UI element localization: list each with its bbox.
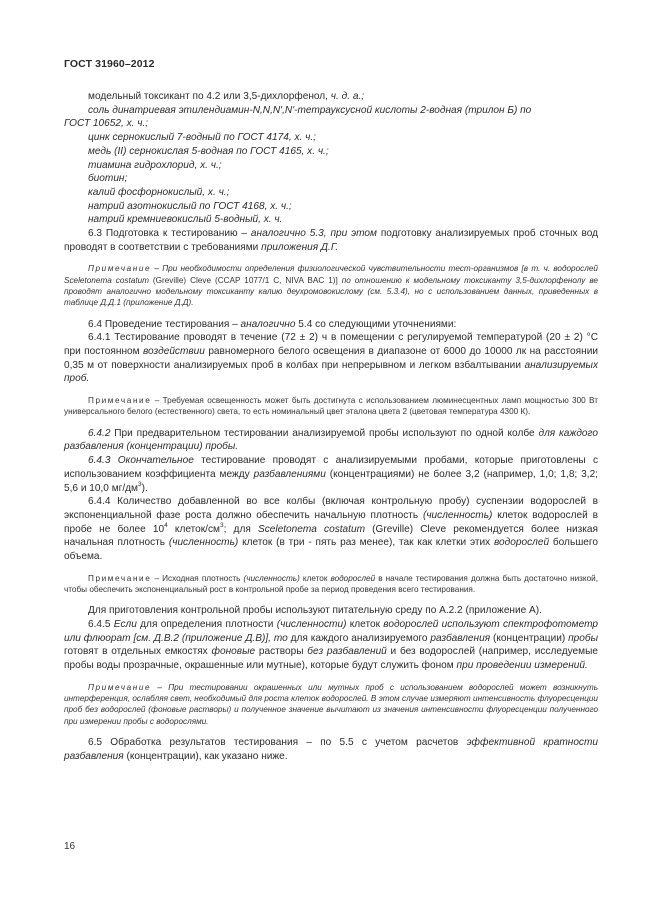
section-6-4-5: 6.4.5 Если для определения плотности (численности) клеток водорослей используют спектрофотометр или флюорат [см. Д.В.2 (приложение Д.В)], то для каждого анализируемого разбавления (концентрации) пробы готовят в отдельных емкостях фоновые растворы без разбавлений и без водорослей (например, исследуемые пробы воды прозрачные, окрашенные или мутные), которые будут служить фоном при проведении измерений. [64,619,598,672]
control-sample-paragraph: Для приготовления контрольной пробы используют питательную среду по А.2.2 (приложение А). [88,605,542,617]
list-item: натрий кремниевокислый 5-водный, х. ч. [88,214,283,226]
list-item: калий фосфорнокислый, х. ч.; [88,186,230,198]
note-3: Примечание – Исходная плотность (численность) клеток водорослей в начале тестирования должна быть достаточно низкой, чтобы обеспечить экспоненциальный рост в контрольной пробе за период проведения всего тестирования. [64,573,599,595]
list-item: модельный токсикант по 4.2 или 3,5-дихлорфенол, ч. д. а.; [88,91,365,102]
list-item: соль динатриевая этилендиамин-N,N,N',N'-тетрауксусной кислоты 2-водная (трилон Б) по [88,104,532,116]
section-6-4: 6.4 Проведение тестирования – аналогично 5.4 со следующими уточнениями: [88,318,457,330]
list-item: медь (II) сернокислая 5-водная по ГОСТ 4165, х. ч.; [88,145,329,157]
note-4: Примечание – При тестировании окрашенных или мутных проб с использованием водорослей может возникнуть интерференция, ослабляя свет, необходимый для роста клеток водорослей. В этом случае измеряют интенсивность флуоресценции проб без водорослей (фоновые растворы) и полученное значение вычитают из значения интенсивности флуоресценции полученного при измерении пробы с водорослями. [64,682,598,726]
section-6-5: 6.5 Обработка результатов тестирования – по 5.5 с учетом расчетов эффективной кратности разбавления (концентрации), как указано ниже. [64,737,598,762]
section-6-4-1: 6.4.1 Тестирование проводят в течение (72 ± 2) ч в помещении с регулируемой температурой (20 ± 2) °С при постоянном воздействии равномерного белого освещения в диапазоне от 6000 до 10000 лк на расстоянии 0,35 м от поверхности анализируемых проб в колбах при непрерывном и легком взбалтывании анализируемых проб. [64,332,598,385]
note-2: Примечание – Требуемая освещенность может быть достигнута с использованием люминесцентных ламп мощностью 300 Вт универсального белого (естественного) света, то есть номинальный цвет эталона цвета 2 (цветовая температура 4300 К). [64,396,598,417]
section-6-4-2: 6.4.2 При предварительном тестировании анализируемой пробы используют по одной колбе для каждого разбавления (концентрации) пробы. [64,427,598,453]
document-page [64,58,598,763]
section-6-4-3: 6.4.3 Окончательное тестирование проводят с анализируемыми пробами, которые приготовлены с использованием коэффициента между разбавлениями (концентрациями) не более 3,2 (например, 1,0; 1,8; 3,2; 5,6 и 10,0 $мг/дм^3$). [64,455,598,494]
note-1: Примечание – При необходимости определения физиологической чувствительности тест-организмов [в т. ч. водорослей Sceletonema costatum (Greville) Cleve (CCAP 1077/1 C, NIVA BAC 1)] по отношению к модельному токсиканту 3,5-дихлорфенолу ве проводят аналогично модельному токсиканту калию деухромовокислому (см. 5.3.4), но с использованием данных, приведенных в таблице Д.Д.1 (приложение Д.Д). [64,264,598,308]
list-item: тиамина гидрохлорид, х. ч.; [88,159,222,171]
section-6-3: 6.3 Подготовка к тестированию – аналогично 5.3, при этом подготовку анализируемых проб сточных вод проводят в соответствии с требованиями приложения Д.Г. [64,228,599,253]
list-item: ГОСТ 10652, х. ч.; [64,118,149,130]
list-item: цинк сернокислый 7-водный по ГОСТ 4174, х. ч.; [88,132,316,144]
page-number: 16 [64,841,76,852]
list-item: натрий азотнокислый по ГОСТ 4168, х. ч.; [88,200,292,212]
list-item: биотин; [88,173,128,185]
section-6-4-4: 6.4.4 Количество добавленной во все колбы (включая контрольную пробу) суспензии водорослей в экспоненциальной фазе роста должно обеспечить начальную плотность (численность) клеток водорослей в пробе не более $10^4$ клеток/$см^3$; для Sceletonema costatum (Greville) Cleve рекомендуется более низкая начальная плотность (численность) клеток (в три - пять раз менее), так как клетки этих водорослей большего объема. [64,496,598,563]
document-header: ГОСТ 31960–2012 [64,58,155,70]
reagent-list [64,90,598,227]
